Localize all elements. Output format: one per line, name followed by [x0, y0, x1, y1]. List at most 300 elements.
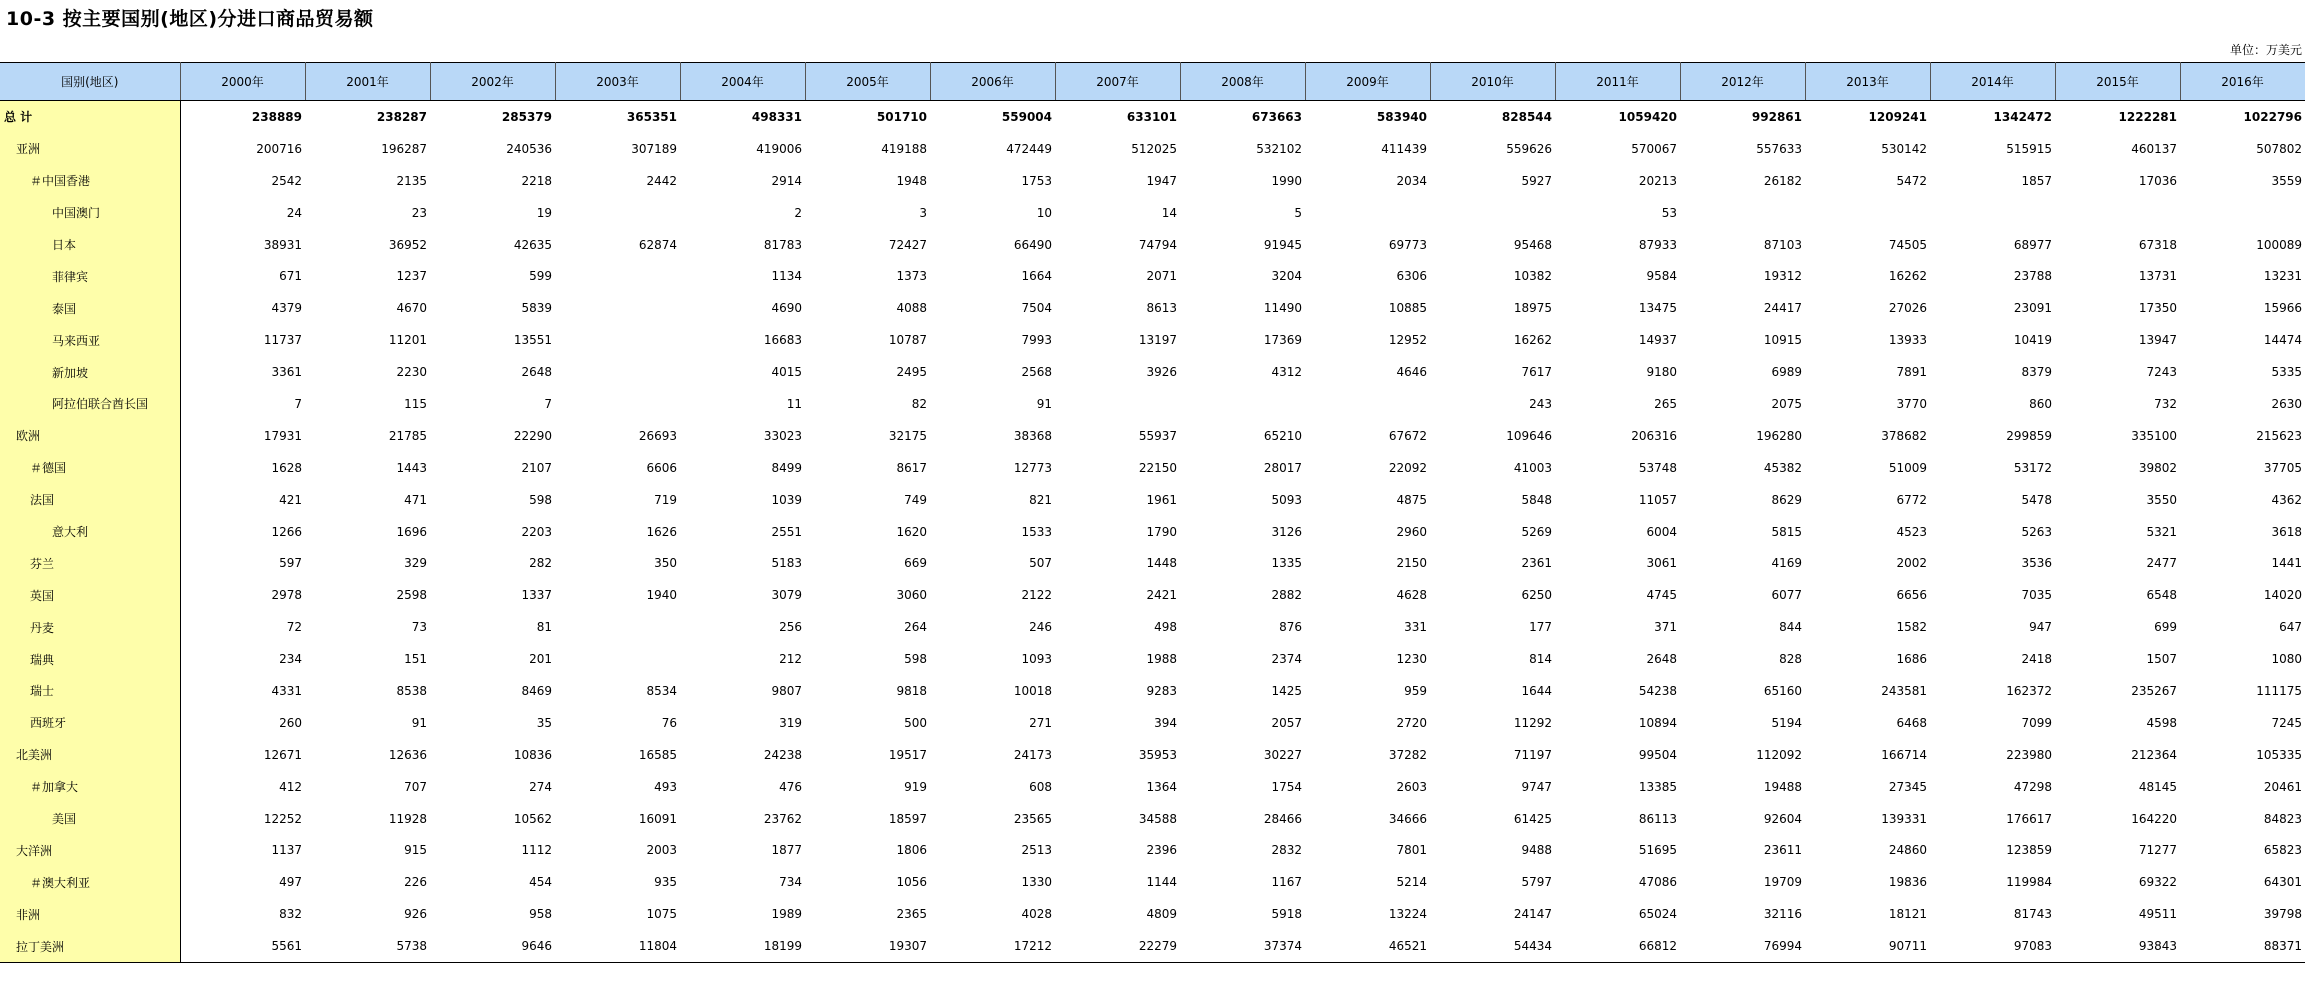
value-cell: 460137 [2131, 141, 2177, 156]
value-cell: 7 [544, 396, 552, 411]
value-cell: 3061 [1646, 556, 1677, 571]
value-cell: 8499 [771, 460, 802, 475]
country-name-cell: 西班牙 [0, 707, 180, 739]
value-cell: 2374 [1271, 652, 1302, 667]
country-name-cell: 瑞典 [0, 643, 180, 675]
year-column-header: 2001年 [305, 63, 430, 101]
value-cell: 3559 [2271, 173, 2302, 188]
value-cell: 597 [279, 556, 302, 571]
value-cell: 500 [904, 715, 927, 730]
country-name-cell: 亚洲 [0, 133, 180, 165]
value-cell: 38368 [1013, 428, 1052, 443]
value-cell: 4331 [271, 683, 302, 698]
value-cell: 91945 [1263, 237, 1302, 252]
value-cell: 10419 [2013, 333, 2052, 348]
value-cell: 959 [1404, 683, 1427, 698]
value-cell: 12671 [263, 747, 302, 762]
table-row [0, 516, 2305, 548]
table-row [0, 675, 2305, 707]
value-cell: 4646 [1396, 365, 1427, 380]
table-row [0, 643, 2305, 675]
value-cell: 23 [411, 205, 427, 220]
value-cell: 2421 [1146, 588, 1177, 603]
value-cell: 201 [529, 652, 552, 667]
value-cell: 2978 [271, 588, 302, 603]
value-cell: 4362 [2271, 492, 2302, 507]
value-cell: 1112 [521, 843, 552, 858]
value-cell: 2075 [1771, 396, 1802, 411]
value-cell: 92604 [1763, 811, 1802, 826]
value-cell: 2598 [396, 588, 427, 603]
value-cell: 299859 [2006, 428, 2052, 443]
value-cell: 264 [904, 620, 927, 635]
value-cell [1305, 388, 1430, 420]
year-column-header: 2007年 [1055, 63, 1180, 101]
value-cell: 238287 [376, 109, 427, 124]
value-cell: 18121 [1888, 907, 1927, 922]
value-cell: 2071 [1146, 269, 1177, 284]
value-cell: 9818 [896, 683, 927, 698]
value-cell: 1443 [396, 460, 427, 475]
value-cell: 2418 [2021, 652, 2052, 667]
value-cell: 33023 [763, 428, 802, 443]
value-cell: 206316 [1631, 428, 1677, 443]
value-cell: 88371 [2180, 930, 2305, 962]
value-cell: 53172 [2013, 460, 2052, 475]
value-cell: 2107 [521, 460, 552, 475]
value-cell: 2495 [896, 365, 927, 380]
value-cell: 2034 [1396, 173, 1427, 188]
value-cell: 2 [794, 205, 802, 220]
value-cell: 583940 [1376, 109, 1427, 124]
value-cell: 12252 [263, 811, 302, 826]
value-cell: 335100 [2131, 428, 2177, 443]
country-name-cell: ＃加拿大 [0, 771, 180, 803]
value-cell: 91 [1036, 396, 1052, 411]
value-cell: 1342472 [1993, 109, 2052, 124]
value-cell: 2218 [521, 173, 552, 188]
country-name-cell: 菲律宾 [0, 260, 180, 292]
country-name-cell: 英国 [0, 579, 180, 611]
value-cell: 54434 [1430, 930, 1555, 962]
value-cell: 11737 [263, 333, 302, 348]
table-row [0, 834, 2305, 866]
value-cell: 123859 [2006, 843, 2052, 858]
value-cell: 570067 [1631, 141, 1677, 156]
value-cell: 2203 [521, 524, 552, 539]
country-name-cell: 芬兰 [0, 547, 180, 579]
country-name-cell: 非洲 [0, 898, 180, 930]
value-cell: 2630 [2271, 396, 2302, 411]
value-cell: 9807 [771, 683, 802, 698]
value-cell: 13224 [1388, 907, 1427, 922]
value-cell: 2648 [521, 365, 552, 380]
value-cell: 1628 [271, 460, 302, 475]
value-cell: 65160 [1763, 683, 1802, 698]
value-cell: 1754 [1271, 779, 1302, 794]
value-cell: 699 [2154, 620, 2177, 635]
value-cell: 17931 [263, 428, 302, 443]
year-column-header: 2009年 [1305, 63, 1430, 101]
value-cell: 10382 [1513, 269, 1552, 284]
value-cell: 11490 [1263, 301, 1302, 316]
value-cell: 265 [1654, 396, 1677, 411]
value-cell: 5839 [521, 301, 552, 316]
value-cell: 935 [654, 875, 677, 890]
value-cell: 1075 [646, 907, 677, 922]
value-cell: 48145 [2138, 779, 2177, 794]
value-cell: 49511 [2138, 907, 2177, 922]
value-cell: 24860 [1888, 843, 1927, 858]
value-cell: 19488 [1763, 779, 1802, 794]
value-cell: 1806 [896, 843, 927, 858]
value-cell: 350 [654, 556, 677, 571]
value-cell: 274 [529, 779, 552, 794]
value-cell: 3060 [896, 588, 927, 603]
value-cell: 13385 [1638, 779, 1677, 794]
value-cell: 1093 [1021, 652, 1052, 667]
value-cell: 598 [904, 652, 927, 667]
value-cell: 74505 [1888, 237, 1927, 252]
value-cell: 1335 [1271, 556, 1302, 571]
value-cell: 4312 [1271, 365, 1302, 380]
value-cell: 22279 [1055, 930, 1180, 962]
value-cell: 1940 [646, 588, 677, 603]
value-cell: 1988 [1146, 652, 1177, 667]
value-cell: 2551 [771, 524, 802, 539]
value-cell: 3926 [1146, 365, 1177, 380]
year-column-header: 2015年 [2055, 63, 2180, 101]
value-cell: 3 [919, 205, 927, 220]
value-cell: 10562 [513, 811, 552, 826]
value-cell: 1857 [2021, 173, 2052, 188]
value-cell: 22290 [513, 428, 552, 443]
value-cell: 1620 [896, 524, 927, 539]
country-name-cell: 马来西亚 [0, 324, 180, 356]
value-cell: 27026 [1888, 301, 1927, 316]
value-cell: 5 [1294, 205, 1302, 220]
value-cell: 41003 [1513, 460, 1552, 475]
value-cell: 1441 [2271, 556, 2302, 571]
value-cell: 844 [1779, 620, 1802, 635]
value-cell: 14 [1161, 205, 1177, 220]
year-column-header: 2003年 [555, 63, 680, 101]
value-cell: 22150 [1138, 460, 1177, 475]
value-cell: 76 [661, 715, 677, 730]
value-cell: 19517 [888, 747, 927, 762]
value-cell: 1877 [771, 843, 802, 858]
value-cell: 65024 [1638, 907, 1677, 922]
value-cell: 30227 [1263, 747, 1302, 762]
value-cell: 2720 [1396, 715, 1427, 730]
value-cell: 271 [1029, 715, 1052, 730]
table-row [0, 611, 2305, 643]
value-cell: 5093 [1271, 492, 1302, 507]
value-cell: 22092 [1388, 460, 1427, 475]
value-cell: 6250 [1521, 588, 1552, 603]
table-row [0, 260, 2305, 292]
table-row [0, 803, 2305, 835]
value-cell: 608 [1029, 779, 1052, 794]
value-cell [555, 611, 680, 643]
value-cell: 34588 [1138, 811, 1177, 826]
value-cell: 1039 [771, 492, 802, 507]
table-row [0, 229, 2305, 261]
value-cell: 493 [654, 779, 677, 794]
value-cell: 7891 [1896, 365, 1927, 380]
value-cell: 2396 [1146, 843, 1177, 858]
table-body [0, 101, 2305, 963]
value-cell: 719 [654, 492, 677, 507]
value-cell: 10 [1036, 205, 1052, 220]
value-cell: 39798 [2263, 907, 2302, 922]
value-cell [555, 197, 680, 229]
table-row [0, 898, 2305, 930]
value-cell: 51695 [1638, 843, 1677, 858]
value-cell: 35953 [1138, 747, 1177, 762]
value-cell: 6772 [1896, 492, 1927, 507]
value-cell: 1948 [896, 173, 927, 188]
value-cell: 4379 [271, 301, 302, 316]
country-name-cell: 大洋洲 [0, 834, 180, 866]
value-cell: 28466 [1263, 811, 1302, 826]
value-cell: 8629 [1771, 492, 1802, 507]
country-name-cell: 美国 [0, 803, 180, 835]
table-row [0, 356, 2305, 388]
value-cell: 24417 [1763, 301, 1802, 316]
value-cell: 8613 [1146, 301, 1177, 316]
value-cell: 12952 [1388, 333, 1427, 348]
value-cell: 200716 [256, 141, 302, 156]
value-cell: 5214 [1396, 875, 1427, 890]
country-name-cell: 中国澳门 [0, 197, 180, 229]
value-cell: 633101 [1126, 109, 1177, 124]
value-cell: 9283 [1146, 683, 1177, 698]
value-cell: 1373 [896, 269, 927, 284]
value-cell: 19836 [1888, 875, 1927, 890]
value-cell: 69322 [2138, 875, 2177, 890]
value-cell: 3770 [1896, 396, 1927, 411]
value-cell: 95468 [1513, 237, 1552, 252]
value-cell: 99504 [1638, 747, 1677, 762]
value-cell [555, 260, 680, 292]
country-name-cell: 日本 [0, 229, 180, 261]
value-cell: 14474 [2263, 333, 2302, 348]
value-cell: 814 [1529, 652, 1552, 667]
value-cell: 2882 [1271, 588, 1302, 603]
value-cell: 821 [1029, 492, 1052, 507]
value-cell: 1056 [896, 875, 927, 890]
value-cell: 223980 [2006, 747, 2052, 762]
value-cell: 235267 [2131, 683, 2177, 698]
value-cell: 27345 [1888, 779, 1927, 794]
value-cell: 226 [404, 875, 427, 890]
value-cell: 65823 [2263, 843, 2302, 858]
value-cell: 419188 [881, 141, 927, 156]
value-cell: 1330 [1021, 875, 1052, 890]
value-cell: 7617 [1521, 365, 1552, 380]
value-cell: 412 [279, 779, 302, 794]
value-cell: 76994 [1680, 930, 1805, 962]
country-name-cell: ＃德国 [0, 452, 180, 484]
value-cell: 1989 [771, 907, 802, 922]
value-cell: 7243 [2146, 365, 2177, 380]
value-cell: 5815 [1771, 524, 1802, 539]
table-row [0, 388, 2305, 420]
value-cell: 5269 [1521, 524, 1552, 539]
value-cell: 196280 [1756, 428, 1802, 443]
value-cell: 3126 [1271, 524, 1302, 539]
value-cell: 100089 [2256, 237, 2302, 252]
value-cell: 26182 [1763, 173, 1802, 188]
value-cell: 512025 [1131, 141, 1177, 156]
value-cell: 38931 [263, 237, 302, 252]
value-cell: 2542 [271, 173, 302, 188]
table-row [0, 292, 2305, 324]
value-cell: 91 [411, 715, 427, 730]
value-cell: 24 [286, 205, 302, 220]
value-cell: 20213 [1638, 173, 1677, 188]
value-cell: 2960 [1396, 524, 1427, 539]
value-cell: 828544 [1501, 109, 1552, 124]
year-column-header: 2014年 [1930, 63, 2055, 101]
country-name-cell: 拉丁美洲 [0, 930, 180, 962]
year-column-header: 2002年 [430, 63, 555, 101]
value-cell: 5927 [1521, 173, 1552, 188]
value-cell: 3079 [771, 588, 802, 603]
value-cell: 749 [904, 492, 927, 507]
value-cell: 19312 [1763, 269, 1802, 284]
value-cell: 9488 [1521, 843, 1552, 858]
value-cell: 1167 [1271, 875, 1302, 890]
value-cell: 256 [779, 620, 802, 635]
value-cell: 4628 [1396, 588, 1427, 603]
value-cell: 5321 [2146, 524, 2177, 539]
value-cell: 1507 [2146, 652, 2177, 667]
value-cell: 109646 [1506, 428, 1552, 443]
value-cell: 530142 [1881, 141, 1927, 156]
year-column-header: 2005年 [805, 63, 930, 101]
value-cell: 7504 [1021, 301, 1052, 316]
value-cell: 282 [529, 556, 552, 571]
value-cell: 111175 [2256, 683, 2302, 698]
value-cell: 472449 [1006, 141, 1052, 156]
value-cell: 915 [404, 843, 427, 858]
value-cell: 246 [1029, 620, 1052, 635]
value-cell: 87933 [1638, 237, 1677, 252]
value-cell: 11 [786, 396, 802, 411]
value-cell: 1961 [1146, 492, 1177, 507]
value-cell: 105335 [2256, 747, 2302, 762]
value-cell: 112092 [1756, 747, 1802, 762]
value-cell: 243 [1529, 396, 1552, 411]
value-cell: 394 [1154, 715, 1177, 730]
value-cell: 14937 [1638, 333, 1677, 348]
value-cell: 6989 [1771, 365, 1802, 380]
value-cell: 1626 [646, 524, 677, 539]
value-cell: 10018 [1013, 683, 1052, 698]
value-cell: 1059420 [1618, 109, 1677, 124]
value-cell: 1448 [1146, 556, 1177, 571]
value-cell: 166714 [1881, 747, 1927, 762]
value-cell: 1022796 [2243, 109, 2302, 124]
value-cell: 71197 [1513, 747, 1552, 762]
value-cell: 5561 [180, 930, 305, 962]
country-name-cell: 北美洲 [0, 739, 180, 771]
value-cell: 17350 [2138, 301, 2177, 316]
value-cell: 331 [1404, 620, 1427, 635]
value-cell: 7035 [2021, 588, 2052, 603]
year-column-header: 2010年 [1430, 63, 1555, 101]
value-cell: 19709 [1763, 875, 1802, 890]
value-cell: 61425 [1513, 811, 1552, 826]
value-cell [1430, 197, 1555, 229]
country-name-cell: 新加坡 [0, 356, 180, 388]
value-cell: 5335 [2271, 365, 2302, 380]
value-cell: 86113 [1638, 811, 1677, 826]
value-cell: 7099 [2021, 715, 2052, 730]
value-cell: 732 [2154, 396, 2177, 411]
value-cell: 23762 [763, 811, 802, 826]
value-cell: 16585 [638, 747, 677, 762]
country-name-cell: 丹麦 [0, 611, 180, 643]
value-cell: 365351 [626, 109, 677, 124]
value-cell: 81743 [2013, 907, 2052, 922]
value-cell: 11292 [1513, 715, 1552, 730]
table-row [0, 197, 2305, 229]
value-cell: 54238 [1638, 683, 1677, 698]
value-cell [555, 356, 680, 388]
value-cell: 507 [1029, 556, 1052, 571]
table-row [0, 771, 2305, 803]
value-cell: 37282 [1388, 747, 1427, 762]
value-cell: 8617 [896, 460, 927, 475]
value-cell: 53748 [1638, 460, 1677, 475]
value-cell: 12636 [388, 747, 427, 762]
value-cell: 69773 [1388, 237, 1427, 252]
value-cell: 559004 [1001, 109, 1052, 124]
value-cell: 23565 [1013, 811, 1052, 826]
table-row [0, 133, 2305, 165]
value-cell: 260 [279, 715, 302, 730]
value-cell: 32175 [888, 428, 927, 443]
value-cell: 6306 [1396, 269, 1427, 284]
year-column-header: 2013年 [1805, 63, 1930, 101]
value-cell: 53 [1661, 205, 1677, 220]
table-row [0, 324, 2305, 356]
table-row [0, 165, 2305, 197]
value-cell: 2003 [646, 843, 677, 858]
value-cell: 93843 [2055, 930, 2180, 962]
value-cell: 1790 [1146, 524, 1177, 539]
value-cell: 1222281 [2118, 109, 2177, 124]
value-cell: 1364 [1146, 779, 1177, 794]
value-cell: 4088 [896, 301, 927, 316]
value-cell: 68977 [2013, 237, 2052, 252]
page-title: 10-3 按主要国别(地区)分进口商品贸易额 [6, 8, 374, 30]
value-cell: 81783 [763, 237, 802, 252]
value-cell [1305, 197, 1430, 229]
value-cell: 12773 [1013, 460, 1052, 475]
value-cell: 498331 [751, 109, 802, 124]
table-row [0, 420, 2305, 452]
value-cell: 6004 [1646, 524, 1677, 539]
value-cell: 23091 [2013, 301, 2052, 316]
value-cell: 1947 [1146, 173, 1177, 188]
value-cell: 13231 [2263, 269, 2302, 284]
value-cell: 47298 [2013, 779, 2052, 794]
value-cell: 2513 [1021, 843, 1052, 858]
